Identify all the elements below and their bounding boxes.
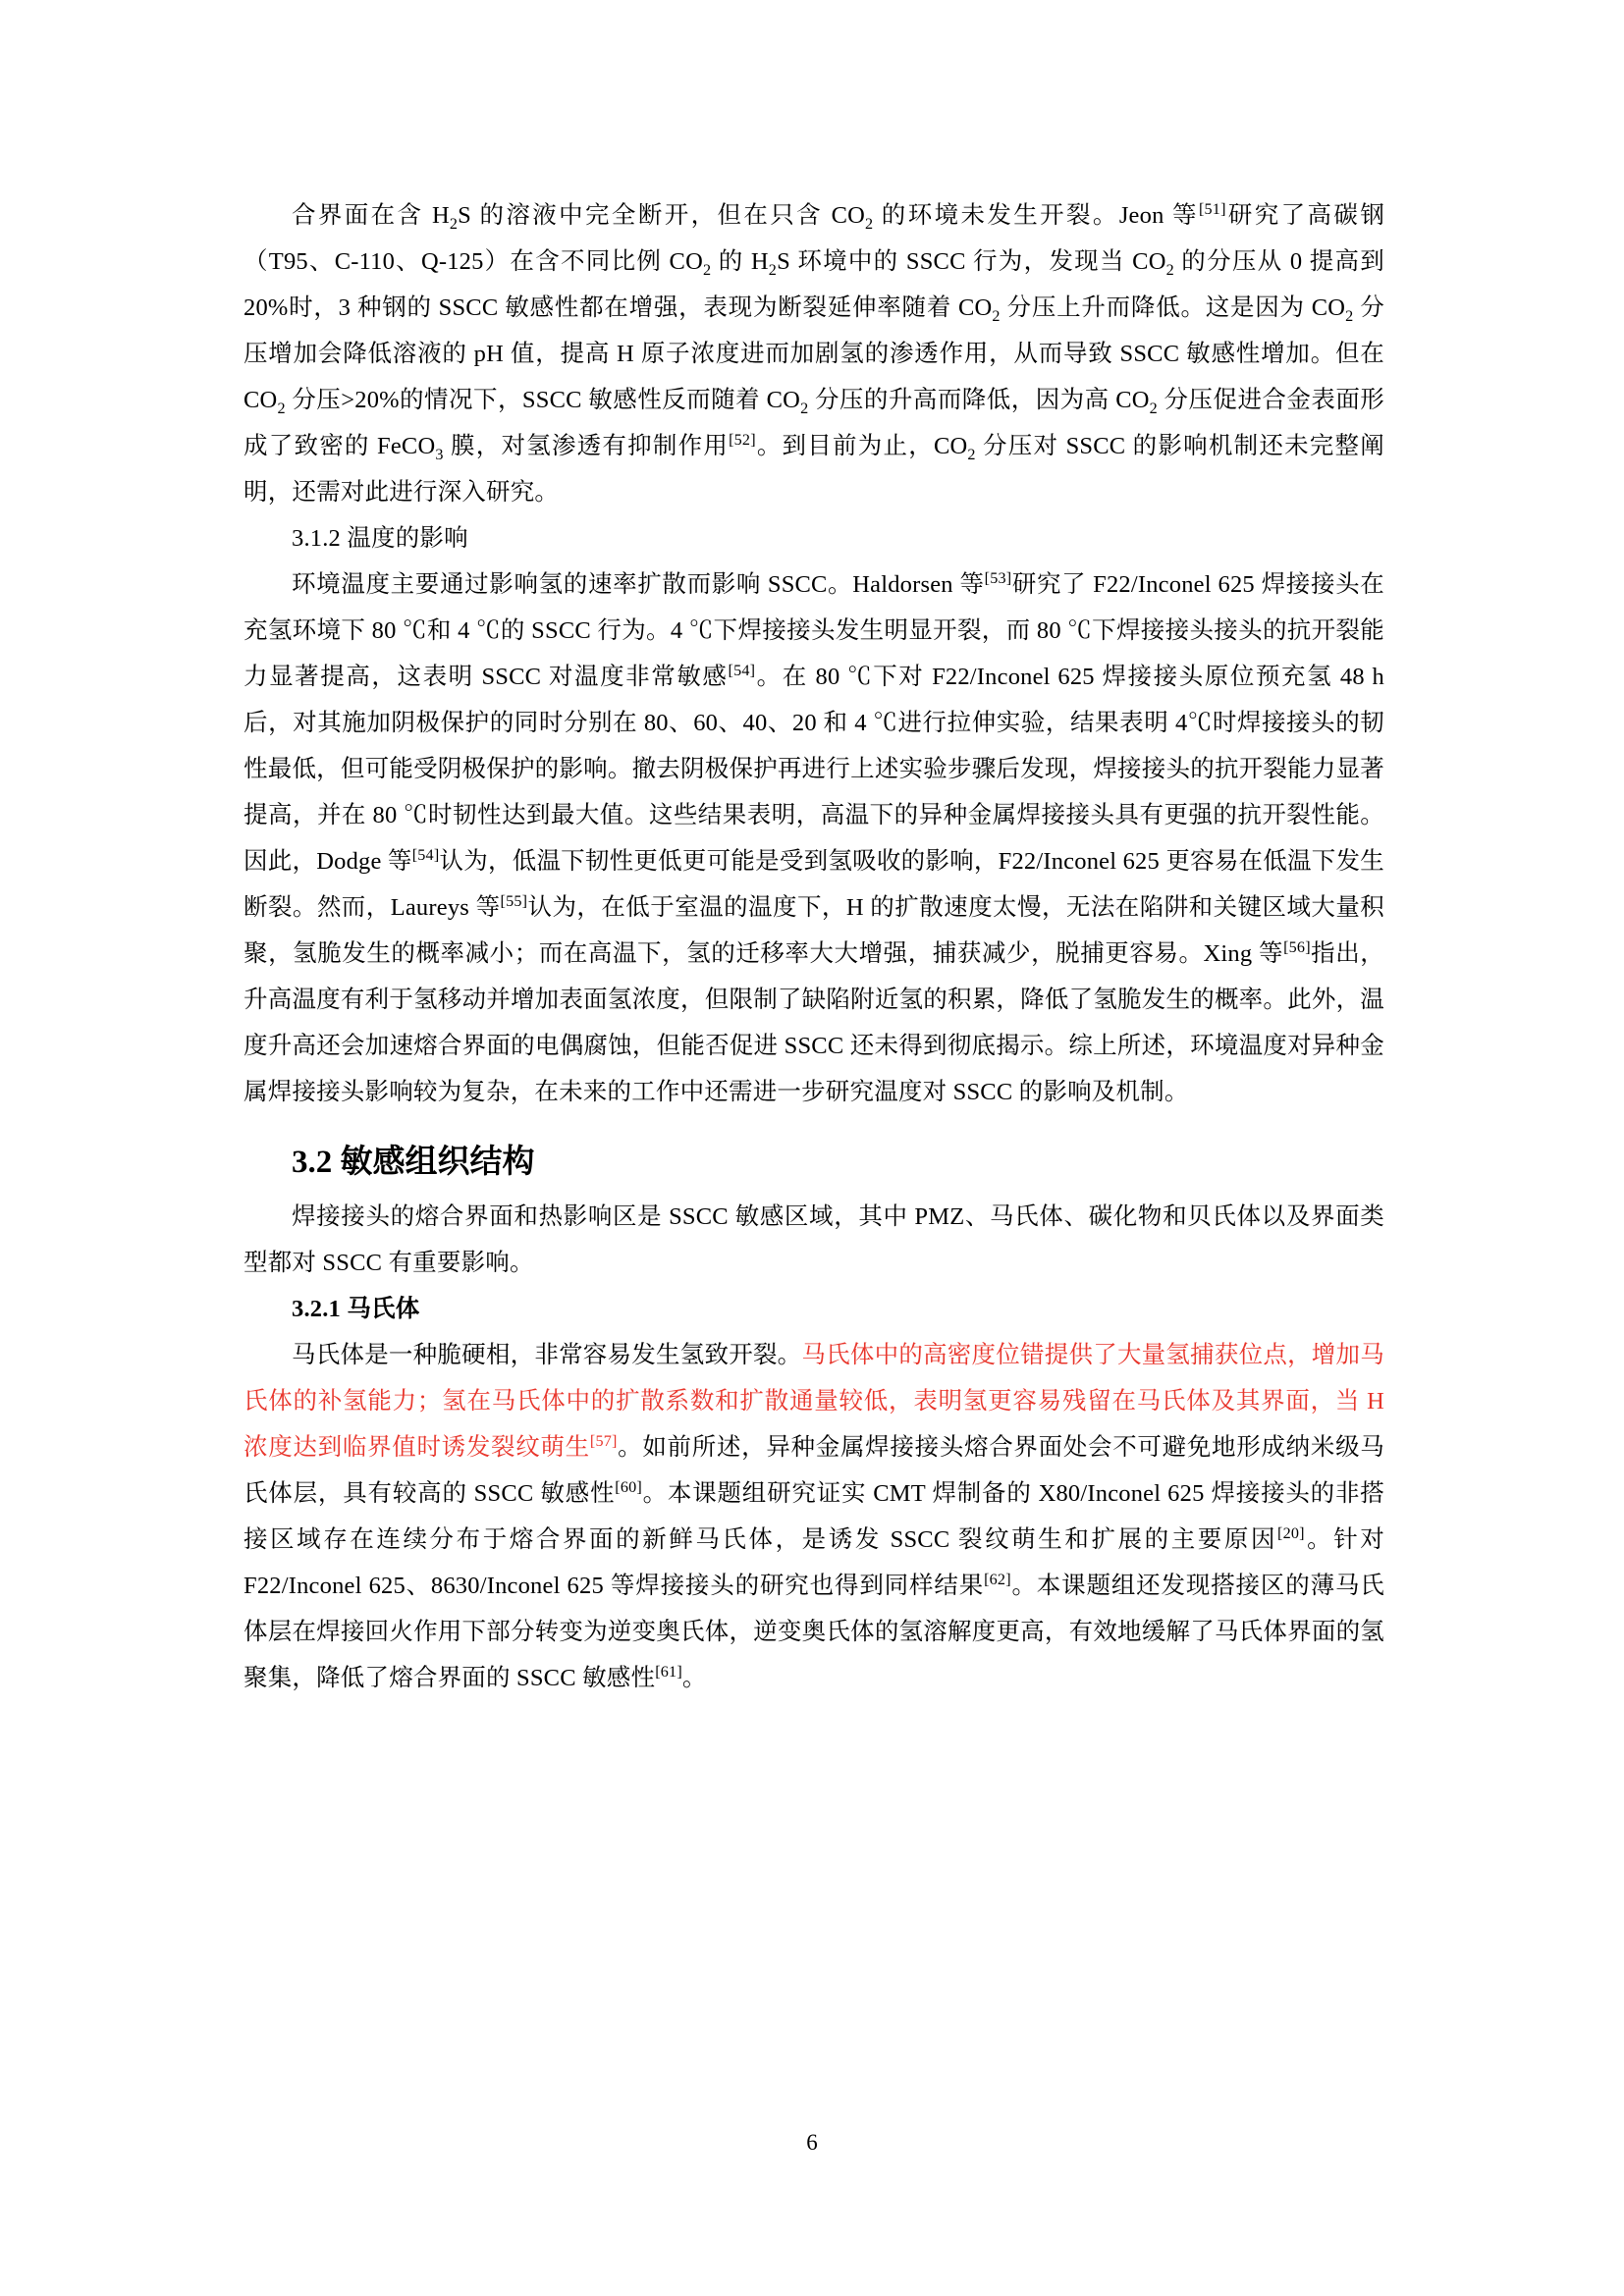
- text-run: 分压的升高而降低，因为高 CO: [808, 387, 1150, 413]
- text-run: 指出，升高温度有利于氢移动并增加表面氢浓度，但限制了缺陷附近氢的积累，降低了氢脆发生的概率。此外，温度升高还会加速熔合界面的电偶腐蚀，但能否促进 SSCC 还未得到彻底揭示。综上所述，环境温度对异种金属焊接接头影响较为复杂，在未来的工作中还需进一步研究温度对 SSCC 的影响及机制。: [244, 940, 1384, 1105]
- text-run: 。本课题组还发现搭接区的薄马氏体层在焊接回火作用下部分转变为逆变奥氏体，逆变奥氏体的氢溶解度更高，有效地缓解了马氏体界面的氢聚集，降低了熔合界面的 SSCC 敏感性: [244, 1573, 1384, 1691]
- subscript-text: 2: [1149, 400, 1158, 417]
- subscript-text: 2: [703, 261, 712, 279]
- text-run: 分压>20%的情况下，SSCC 敏感性反而随着 CO: [285, 387, 801, 413]
- text-run: 3.2 敏感组织结构: [292, 1145, 535, 1180]
- body-paragraph: [244, 1332, 1384, 1701]
- text-run: 分压上升而降低。这是因为 CO: [1000, 294, 1346, 321]
- text-run: 。本课题组研究证实 CMT 焊制备的 X80/Inconel 625 焊接接头的非搭接区域存在连续分布于熔合界面的新鲜马氏体，是诱发 SSCC 裂纹萌生和扩展的主要原因: [244, 1480, 1384, 1553]
- subscript-text: 2: [277, 400, 286, 417]
- reference-marker: [54]: [728, 662, 756, 679]
- page-number: 6: [806, 2130, 818, 2155]
- text-run: 合界面在含 H: [292, 202, 450, 229]
- text-run: 膜，对氢渗透有抑制作用: [443, 433, 730, 459]
- reference-marker: [62]: [984, 1571, 1011, 1588]
- text-run: 认为，在低于室温的温度下，H 的扩散速度太慢，无法在陷阱和关键区域大量积聚，氢脆发生的概率减小；而在高温下，氢的迁移率大大增强，捕获减少，脱捕更容易。Xing 等: [244, 894, 1384, 967]
- reference-marker: [55]: [500, 892, 528, 910]
- text-run: 焊接接头的熔合界面和热影响区是 SSCC 敏感区域，其中 PMZ、马氏体、碳化物和贝氏体以及界面类型都对 SSCC 有重要影响。: [244, 1203, 1384, 1276]
- reference-marker: [56]: [1283, 938, 1311, 956]
- section-heading: [244, 1137, 1384, 1188]
- text-run: 3.1.2 温度的影响: [292, 525, 468, 552]
- reference-marker: [53]: [984, 569, 1012, 587]
- subscript-text: 2: [992, 307, 1001, 325]
- text-run: 分压对 SSCC 的影响机制还未完整阐明，还需对此进行深入研究。: [244, 433, 1384, 506]
- text-run: 环境温度主要通过影响氢的速率扩散而影响 SSCC。Haldorsen 等: [292, 571, 985, 598]
- reference-marker: [52]: [729, 431, 756, 449]
- subscript-text: 2: [800, 400, 809, 417]
- text-run: 的分压从 0 提高到 20%时，3 种钢的 SSCC 敏感性都在增强，表现为断裂延伸率随着 CO: [244, 248, 1385, 321]
- subscript-text: 2: [865, 215, 874, 233]
- reference-marker: [20]: [1277, 1524, 1305, 1542]
- sub-heading: [244, 515, 1384, 561]
- text-run: 。在 80 ℃下对 F22/Inconel 625 焊接接头原位预充氢 48 h 后，对其施加阴极保护的同时分别在 80、60、40、20 和 4 ℃进行拉伸实验，结果表明 4℃时焊接接头的韧性最低，但可能受阴极保护的影响。撤去阴极保护再进行上述实验步骤后发现，焊接接头的抗开裂能力显著提高，并在 80 ℃时韧性达到最大值。这些结果表明，高温下的异种金属焊接接头具有更强的抗开裂性能。因此，Dodge 等: [244, 664, 1384, 875]
- text-run: 认为，低温下韧性更低更可能是受到氢吸收的影响，F22/Inconel 625 更容易在低温下发生断裂。然而，Laureys 等: [244, 848, 1384, 921]
- text-run: 。: [681, 1665, 707, 1691]
- text-run: 。针对 F22/Inconel 625、8630/Inconel 625 等焊接接头的研究也得到同样结果: [244, 1526, 1384, 1599]
- body-paragraph: [244, 1194, 1384, 1286]
- reference-marker: [57]: [589, 1432, 618, 1450]
- text-run: 分压促进合金表面形成了致密的 FeCO: [244, 387, 1385, 459]
- text-run: 的环境未发生开裂。Jeon 等: [873, 202, 1199, 229]
- text-run: 的 H: [711, 248, 769, 275]
- text-run: S 的溶液中完全断开，但在只含 CO: [458, 202, 866, 229]
- subscript-text: 2: [1165, 261, 1174, 279]
- reference-marker: [54]: [411, 846, 440, 864]
- highlighted-text: 马氏体中的高密度位错提供了大量氢捕获位点，增加马氏体的补氢能力；氢在马氏体中的扩散系数和扩散通量较低，表明氢更容易残留在马氏体及其界面，当 H 浓度达到临界值时诱发裂纹萌生: [244, 1342, 1384, 1461]
- subscript-text: 2: [449, 215, 459, 233]
- sub-heading: [244, 1286, 1384, 1332]
- subscript-text: 2: [768, 261, 778, 279]
- text-run: S 环境中的 SSCC 行为，发现当 CO: [777, 248, 1166, 275]
- body-paragraph: [244, 192, 1384, 515]
- text-run: 3.2.1 马氏体: [292, 1296, 420, 1322]
- text-run: 研究了 F22/Inconel 625 焊接接头在充氢环境下 80 ℃和 4 ℃的 SSCC 行为。4 ℃下焊接接头发生明显开裂，而 80 ℃下焊接接头接头的抗开裂能力显著提高，这表明 SSCC 对温度非常敏感: [244, 571, 1384, 690]
- reference-marker: [60]: [615, 1478, 642, 1496]
- text-run: 分压增加会降低溶液的 pH 值，提高 H 原子浓度进而加剧氢的渗透作用，从而导致 SSCC 敏感性增加。但在 CO: [244, 294, 1385, 413]
- text-run: 研究了高碳钢（T95、C-110、Q-125）在含不同比例 CO: [244, 202, 1385, 275]
- body-paragraph: [244, 561, 1384, 1115]
- text-run: 。到目前为止，CO: [755, 433, 968, 459]
- text-run: 马氏体是一种脆硬相，非常容易发生氢致开裂。: [292, 1342, 802, 1368]
- page-content: [244, 192, 1384, 1701]
- subscript-text: 2: [967, 446, 976, 463]
- reference-marker: [51]: [1198, 200, 1226, 218]
- subscript-text: 3: [435, 446, 444, 463]
- text-run: 。如前所述，异种金属焊接接头熔合界面处会不可避免地形成纳米级马氏体层，具有较高的 SSCC 敏感性: [244, 1434, 1384, 1507]
- reference-marker: [61]: [655, 1663, 682, 1681]
- subscript-text: 2: [1345, 307, 1354, 325]
